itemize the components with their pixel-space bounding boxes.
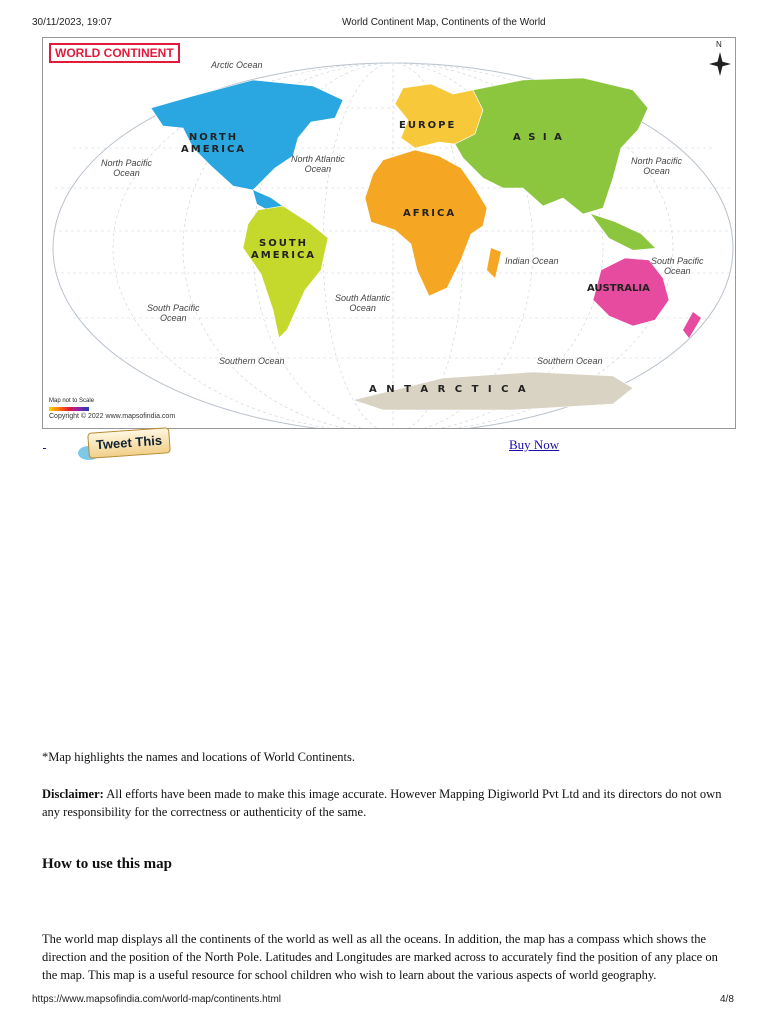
label-south-pacific-east: South Pacific Ocean (651, 256, 704, 276)
world-continent-map (42, 37, 736, 429)
label-north-america: NORTH AMERICA (181, 132, 247, 155)
label-southern-ocean-west: Southern Ocean (219, 356, 285, 366)
disclaimer-label: Disclaimer: (42, 787, 104, 801)
disclaimer (42, 785, 728, 821)
map-title: WORLD CONTINENT (49, 43, 180, 63)
label-north-atlantic: North Atlantic Ocean (291, 154, 345, 174)
map-scale-note: Map not to Scale (49, 398, 95, 404)
tweet-this-button[interactable] (78, 428, 174, 462)
label-asia: A S I A (513, 132, 564, 143)
label-europe: EUROPE (399, 120, 457, 131)
map-copyright: Copyright © 2022 www.mapsofindia.com (49, 413, 176, 420)
label-australia: AUSTRALIA (587, 283, 650, 294)
tweet-this-label: Tweet This (87, 427, 171, 459)
label-southern-ocean-east: Southern Ocean (537, 356, 603, 366)
compass-north-letter: N (716, 40, 722, 49)
label-south-atlantic: South Atlantic Ocean (335, 293, 391, 313)
print-datetime: 30/11/2023, 19:07 (32, 17, 112, 28)
label-north-pacific-east: North Pacific Ocean (631, 156, 683, 176)
label-south-america: SOUTH AMERICA (251, 238, 317, 261)
label-arctic-ocean: Arctic Ocean (211, 60, 263, 70)
label-south-pacific-west: South Pacific Ocean (147, 303, 200, 323)
body-paragraph: The world map displays all the continents of the world as well as all the oceans. In addition, the map has a compass which shows the direction and the position of the North Pole. Latitudes and Longitudes are marked across to accurately find the position of any place on the map. This map is a useful resource for school children who wish to learn about the various aspects of world geography. (42, 932, 718, 982)
print-url: https://www.mapsofindia.com/world-map/continents.html (32, 994, 281, 1005)
map-footnote: *Map highlights the names and locations of World Continents. (42, 750, 355, 764)
label-antarctica: A N T A R C T I C A (369, 384, 529, 395)
label-africa: AFRICA (403, 208, 457, 219)
disclaimer-text: All efforts have been made to make this image accurate. However Mapping Digiworld Pvt Ltd and its directors do not own any responsibility for the correctness or authenticity of the same. (42, 787, 722, 819)
label-north-pacific-west: North Pacific Ocean (101, 158, 153, 178)
print-page-title: World Continent Map, Continents of the World (342, 17, 546, 28)
buy-now-link[interactable]: Buy Now (509, 437, 560, 452)
label-indian-ocean: Indian Ocean (505, 256, 559, 266)
section-heading: How to use this map (42, 856, 173, 872)
map-graphic (43, 38, 735, 428)
map-scale-bar (49, 407, 89, 411)
print-page-number: 4/8 (720, 994, 734, 1005)
empty-link[interactable] (43, 448, 46, 449)
